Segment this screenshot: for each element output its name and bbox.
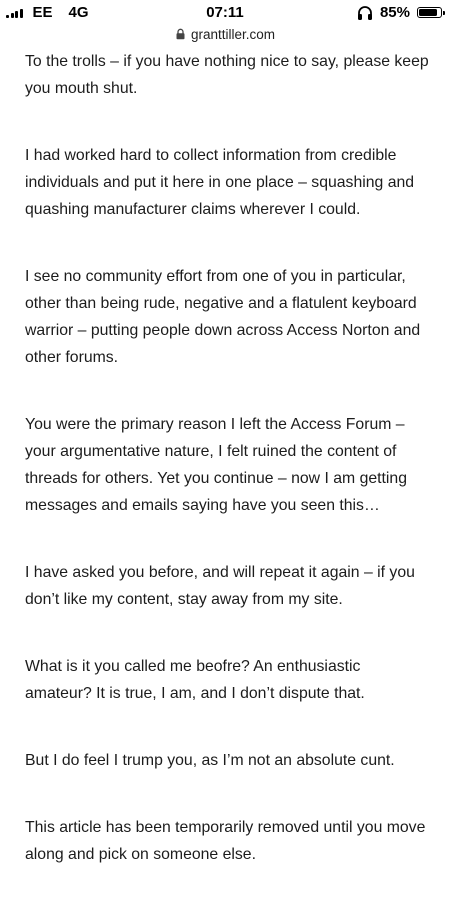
status-time: 07:11 (206, 4, 244, 21)
article-paragraph: You were the primary reason I left the Access Forum – your argumentative nature, I felt ruined the content of threads for others. Yet you continue – now I am getting messages and emails saying have you seen this… (25, 416, 408, 514)
network-type: 4G (68, 4, 89, 21)
url-bar[interactable] (0, 24, 450, 44)
headphones-icon (357, 6, 373, 20)
article-paragraph: But I do feel I trump you, as I’m not an absolute cunt. (25, 752, 395, 769)
battery-icon (417, 7, 442, 18)
article-paragraph: I had worked hard to collect information from credible individuals and put it here in one place – squashing and quashing manufacturer claims wherever I could. (25, 147, 415, 218)
battery-fill (419, 9, 437, 16)
article-body (25, 48, 430, 908)
status-right (357, 4, 442, 21)
article-paragraph: I see no community effort from one of you in particular, other than being rude, negative and a flatulent keyboard warrior – putting people down across Access Norton and other forums. (25, 268, 421, 366)
article-paragraph: To the trolls – if you have nothing nice to say, please keep you mouth shut. (25, 53, 429, 97)
battery-percent: 85% (379, 4, 410, 21)
status-bar (0, 0, 450, 24)
url-text[interactable]: granttiller.com (190, 26, 276, 42)
battery-nub (443, 11, 445, 15)
article-paragraph: What is it you called me beofre? An enthusiastic amateur? It is true, I am, and I don’t dispute that. (25, 658, 365, 702)
carrier-name: EE (32, 4, 53, 21)
article-paragraph: This article has been temporarily removed until you move along and pick on someone else. (25, 819, 426, 863)
lock-icon (175, 28, 186, 40)
article-paragraph: I have asked you before, and will repeat it again – if you don’t like my content, stay away from my site. (25, 564, 415, 608)
